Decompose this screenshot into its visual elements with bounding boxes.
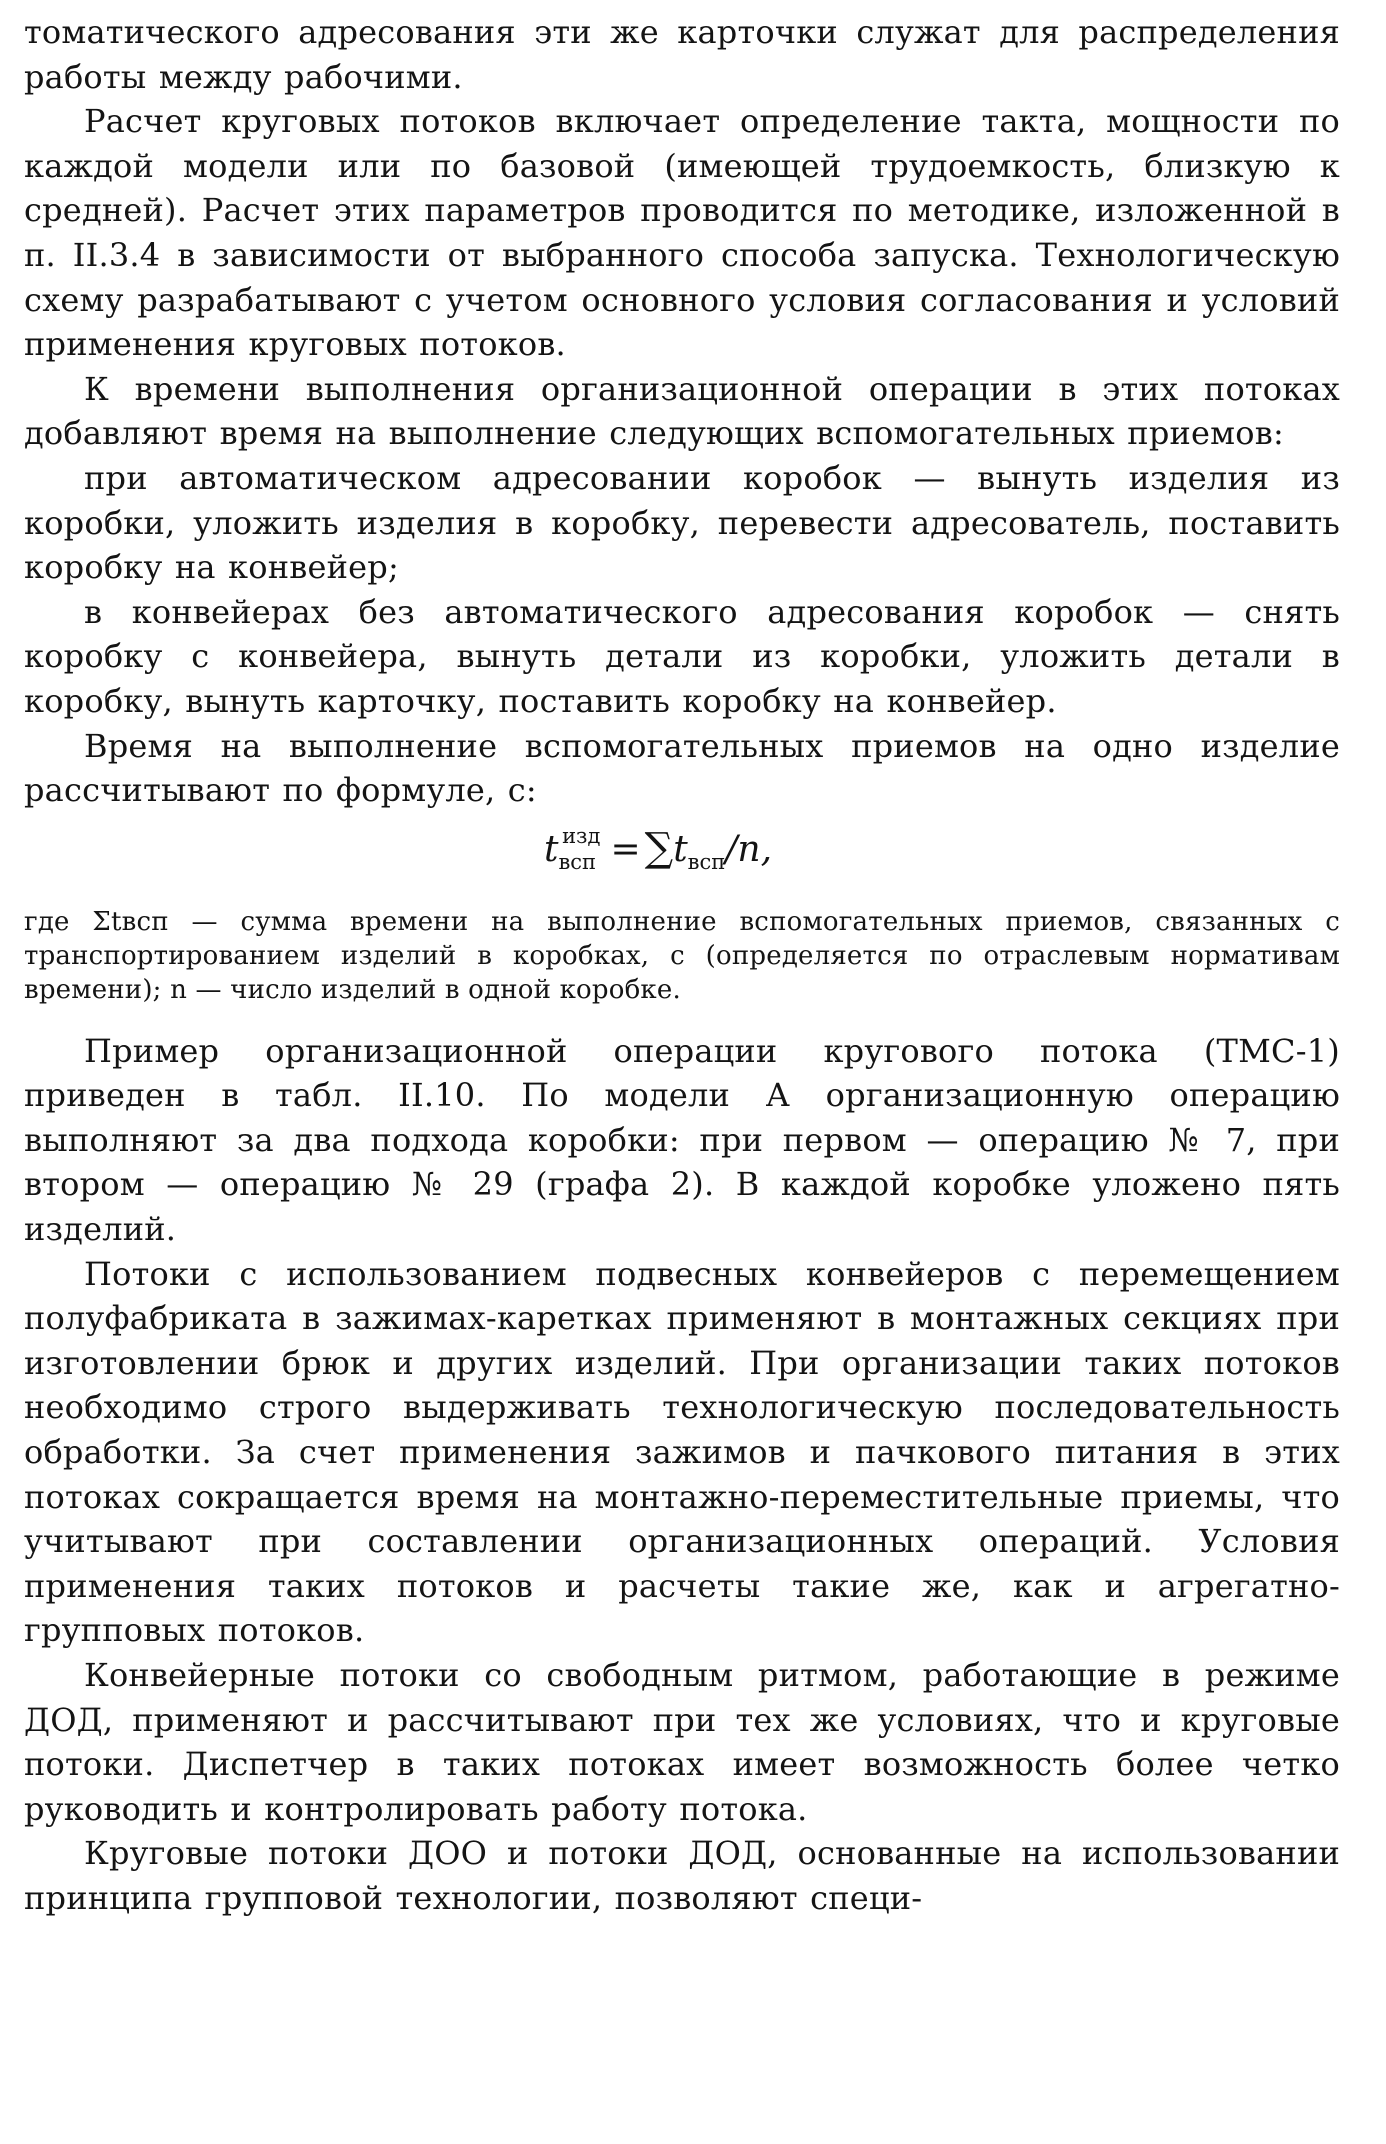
formula-note: где Σtвсп — сумма времени на выполнение вспомогательных приемов, связанных с транспортированием изделий в коробках, с (определяется по отраслевым нормативам времени); n — число изделий в одной коробке. [24,906,1340,1005]
document-page [24,10,1340,1921]
formula-sum: ∑ [644,824,674,871]
formula-lhs: t [544,828,559,870]
paragraph-1: томатического адресования эти же карточки служат для распределения работы между рабочими. [24,13,1340,96]
formula-lhs-sup: изд [562,823,601,848]
paragraph-9: Конвейерные потоки со свободным ритмом, работающие в режиме ДОД, применяют и рассчитывают при тех же условиях, что и круговые потоки. Диспетчер в таких потоках имеет возможность более четко руководить и контролировать работу потока. [24,1656,1340,1828]
formula-tail: /n, [725,828,773,870]
paragraph-2: Расчет круговых потоков включает определение такта, мощности по каждой модели или по базовой (имеющей трудоемкость, близкую к средней). Расчет этих параметров проводится по методике, изложенной в п. II.3.4 в зависимости от выбранного способа запуска. Технологическую схему разрабатывают с учетом основного условия согласования и условий применения круговых потоков. [24,102,1340,364]
formula-lhs-sub: всп [558,849,597,874]
paragraph-3: К времени выполнения организационной операции в этих потоках добавляют время на выполнение следующих вспомогательных приемов: [24,369,1340,453]
paragraph-4: при автоматическом адресовании коробок — вынуть изделия из коробки, уложить изделия в коробку, перевести адресователь, поставить коробку на конвейер; [24,458,1340,587]
formula [24,815,1340,901]
formula-rhs: t [673,828,688,870]
paragraph-6: Время на выполнение вспомогательных приемов на одно изделие рассчитывают по формуле, с: [24,726,1340,810]
formula-eq: = [610,828,641,870]
paragraph-7: Пример организационной операции кругового потока (ТМС-1) приведен в табл. II.10. По модели А организационную операцию выполняют за два подхода коробки: при первом — операцию № 7, при втором — операцию № 29 (графа 2). В каждой коробке уложено пять изделий. [24,1031,1340,1249]
paragraph-5: в конвейерах без автоматического адресования коробок — снять коробку с конвейера, вынуть детали из коробки, уложить детали в коробку, вынуть карточку, поставить коробку на конвейер. [24,592,1340,720]
paragraph-8: Потоки с использованием подвесных конвейеров с перемещением полуфабриката в зажимах-каретках применяют в монтажных секциях при изготовлении брюк и других изделий. При организации таких потоков необходимо строго выдерживать технологическую последовательность обработки. За счет применения зажимов и пачкового питания в этих потоках сокращается время на монтажно-переместительные приемы, что учитывают при составлении организационных операций. Условия применения таких потоков и расчеты такие же, как и агрегатно-групповых потоков. [24,1254,1340,1650]
formula-rhs-sub: всп [687,849,726,874]
paragraph-10: Круговые потоки ДОО и потоки ДОД, основанные на использовании принципа групповой технологии, позволяют специ- [24,1834,1340,1917]
